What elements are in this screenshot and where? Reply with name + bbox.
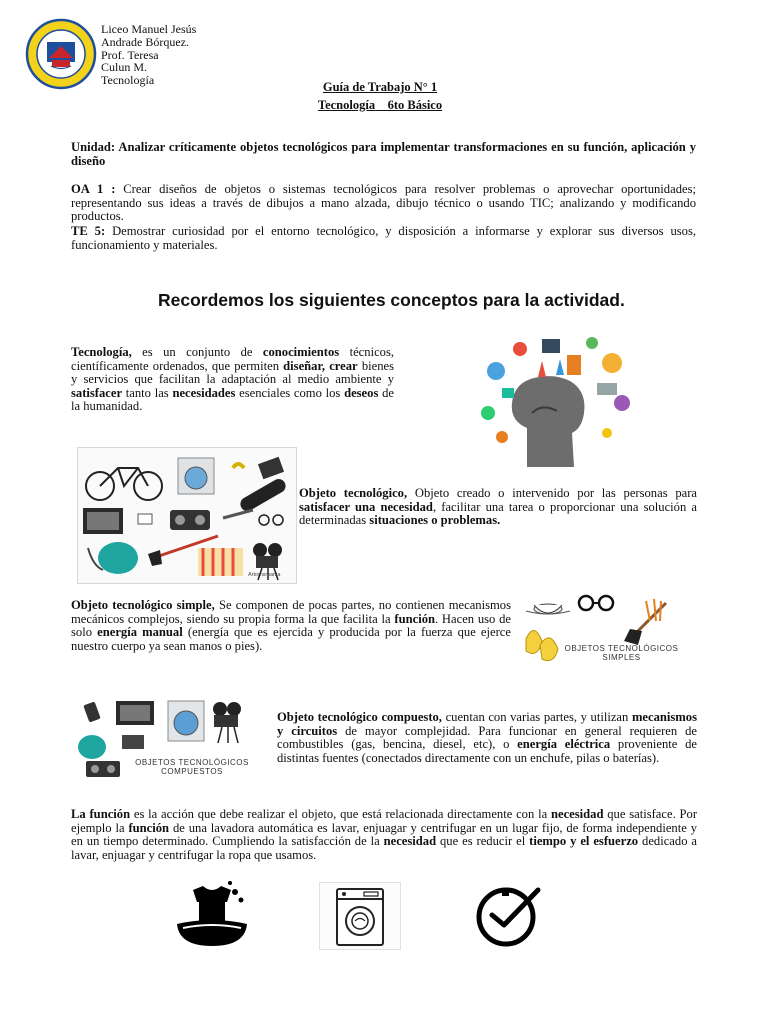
text-span: es un conjunto de [131,345,263,359]
term-mecanismos-circuitos: mecanismos y circuitos [277,710,697,738]
term-energia-manual: energía manual [97,625,183,640]
term-necesidad: necesidad [550,807,604,821]
term-la-funcion: La función [71,807,131,821]
collage-credit: Artomsmania [248,572,281,578]
text-span: esenciales como los [235,385,345,400]
oa1-paragraph [71,183,696,224]
compound-caption-line2: COMPUESTOS [161,767,223,776]
text-span: que es reducir el [436,834,530,849]
clock-check-icon [472,884,544,948]
simple-caption-line1: OBJETOS TECNOLÓGICOS [564,644,679,653]
term-objeto-compuesto: Objeto tecnológico compuesto, [277,710,442,724]
text-span: de mayor complejidad. Para funcionar en general requieren de combustibles (gas, bencina, diesel, etc), o [277,723,697,752]
text-span: (energía que es ejercida y producida por la fuerza que ejerce nuestro cuerpo ya sean manos o pies). [71,625,511,653]
term-deseos: deseos [344,385,379,400]
compound-caption [132,758,252,776]
term-necesidades: necesidades [172,385,236,400]
term-conocimientos: conocimientos [262,345,340,359]
simple-paragraph [71,599,511,653]
oa1-label: OA 1 : [71,182,116,196]
text-span: , facilitar una tarea o proporcionar una solución a determinadas [299,499,698,528]
compuesto-paragraph [277,711,697,765]
school-line: Culun M. [101,60,148,75]
text-span: Objeto creado o intervenido por las personas para [407,486,698,500]
text-span: cuentan con varias partes, y utilizan [441,710,632,724]
text-span: de la humanidad. [71,385,394,414]
term-satisfacer-necesidad: satisfacer una necesidad [299,499,433,514]
text-span: técnicos, científicamente ordenados, que permiten [71,345,394,373]
school-line: Liceo Manuel Jesús [101,22,197,36]
te5-label: TE 5: [71,224,106,238]
guide-subtitle [290,98,470,113]
guide-subject: Tecnología [317,98,376,112]
te5-paragraph [71,225,696,252]
concepts-heading: Recordemos los siguientes conceptos para la actividad. [158,290,625,310]
term-energia-electrica: energía eléctrica [517,737,611,752]
school-crest [25,18,97,90]
school-line: Tecnología [101,73,155,88]
washing-clothes-icon [175,880,250,950]
school-info [101,23,196,87]
text-span: que satisface. Por ejemplo la [71,807,698,835]
text-span: es la acción que debe realizar el objeto, que está relacionada directamente con la [130,807,551,821]
simple-objects-image [516,591,681,669]
guide-grade: 6to Básico [387,98,443,112]
school-line: Prof. Teresa [101,47,159,62]
guide-title: Guía de Trabajo N° 1 [322,80,438,94]
te5-text: Demostrar curiosidad por el entorno tecnológico, y disposición a informarse y explorar sus diversos usos, funcionamiento y materiales. [71,224,696,252]
unidad-paragraph [71,141,696,168]
compound-objects-image [72,697,262,783]
term-tiempo-esfuerzo: tiempo y el esfuerzo [529,834,639,849]
funcion-paragraph [71,808,697,862]
text-span: de una lavadora automática es lavar, enjuagar y centrifugar en un lugar fijo, de forma independiente y en un tiempo determinado. Cumpliendo la satisfacción de la [71,820,697,849]
term-funcion: función [128,820,170,835]
oa1-text: Crear diseños de objetos o sistemas tecnológicos para resolver problemas o aprovechar oportunidades; representando sus ideas a través de dibujos a mano alzada, dibujo técnico o usando TIC; analizando y modificando productos. [71,182,696,224]
school-line: Andrade Bórquez. [101,34,189,49]
simple-caption [564,644,679,662]
text-span: bienes y servicios que facilitan la adaptación al medio ambiente y [71,358,395,387]
term-disenar-crear: diseñar, crear [283,358,358,373]
unidad-text: Analizar críticamente objetos tecnológicos para implementar transformaciones en su función, aplicación y diseño [71,140,696,168]
term-situaciones-problemas: situaciones o problemas. [369,513,501,528]
objeto-paragraph [299,487,697,528]
term-tecnologia: Tecnología, [71,345,132,359]
tecnologia-paragraph [71,346,394,414]
text-span: dedicado a lavar, enjuagar y centrifugar la ropa que usamos. [71,834,697,862]
term-funcion: función [394,611,435,626]
term-satisfacer: satisfacer [71,385,123,400]
term-objeto-simple: Objeto tecnológico simple, [71,598,215,612]
term-necesidad: necesidad [383,834,437,849]
text-span: proveniente de distintas fuentes (conectados directamente con un enchufe, pilas o baterías). [277,737,697,765]
technology-head-illustration [472,333,638,467]
technology-objects-collage [77,447,297,584]
text-span: Se componen de pocas partes, no contienen mecanismos mecánicos complejos, siendo su propia forma la que facilita la [71,598,512,626]
text-span: tanto las [122,385,173,400]
compound-caption-line1: OBJETOS TECNOLÓGICOS [135,758,249,767]
unidad-label: Unidad: [71,140,116,154]
term-objeto-tecnologico: Objeto tecnológico, [299,486,408,500]
washing-machine-icon [319,882,401,950]
simple-caption-line2: SIMPLES [602,653,641,662]
text-span: . Hacen uso de solo [71,611,512,640]
